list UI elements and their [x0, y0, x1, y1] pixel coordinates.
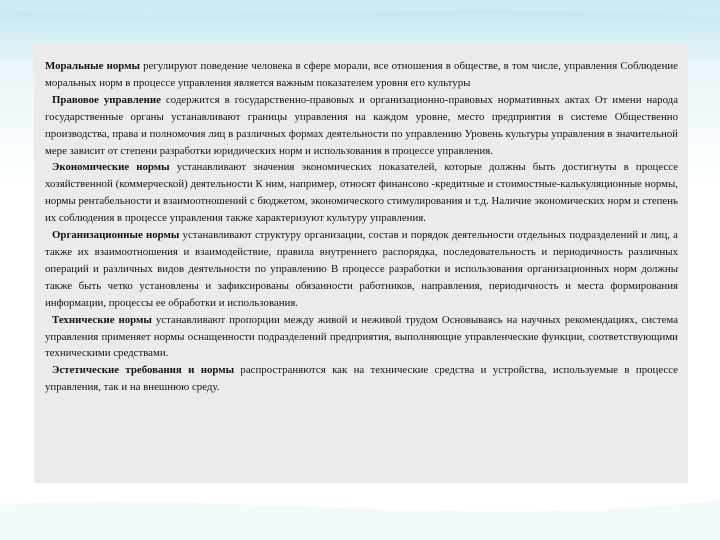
paragraph-legal-management: [45, 92, 678, 160]
paragraph-aesthetic-norms: [45, 362, 678, 396]
term-moral-norms: Моральные нормы: [45, 60, 140, 72]
paragraph-economic-norms: [45, 159, 678, 227]
text-panel: [34, 43, 688, 483]
text-technical-norms: устанавливают пропорции между живой и неживой трудом Основываясь на научных рекомендациях, система управления применяет нормы оснащенности подразделений предприятия, выполняющие управленческие функции, соответствующими техническими средствами.: [45, 313, 678, 360]
text-economic-norms: устанавливают значения экономических показателей, которые должны быть достигнуты в процессе хозяйственной (коммерческой) деятельности К ним, например, относят финансово -кредитные и стоимостные-калькуляционные нормы, нормы рентабельности и взаимоотношений с бюджетом, экономического стимулирования и т.д. Наличие экономических норм и степень их соблюдения в процессе управления также характеризуют культуру управления.: [45, 161, 679, 225]
term-technical-norms: Технические нормы: [52, 313, 152, 326]
term-legal-management: Правовое управление: [52, 93, 161, 106]
paragraph-organizational-norms: [45, 227, 678, 312]
paragraph-technical-norms: [45, 312, 678, 363]
paragraph-moral-norms: [45, 58, 678, 92]
term-economic-norms: Экономические нормы: [52, 161, 170, 174]
text-moral-norms: регулируют поведение человека в сфере морали, все отношения в обществе, в том числе, управления Соблюдение моральных норм в процессе управления является важным показателем уровня его культуры: [45, 60, 678, 89]
text-aesthetic-norms: распространяются как на технические средства и устройства, используемые в процессе управления, так и на внешнюю среду.: [45, 364, 678, 394]
text-organizational-norms: устанавливают структуру организации, состав и порядок деятельности отдельных подразделений и лиц, а также их взаимоотношения и взаимодействие, правила внутреннего распорядка, последовательность и периодичность различных операций и различных видов деятельности по управлению В процессе разработки и использования организационных норм должны также быть четко установлены и зафиксированы обязанности работников, направления, периодичность и места формирования информации, процессы ее обработки и использования.: [45, 229, 678, 309]
term-organizational-norms: Организационные нормы: [52, 229, 180, 242]
term-aesthetic-norms: Эстетические требования и нормы: [52, 364, 235, 377]
text-legal-management: содержится в государственно-правовых и организационно-правовых нормативных актах От имени народа государственные органы устанавливают границы управления на каждом уровне, место предприятия в системе Общественно производства, права и полномочия лиц в различных формах деятельности по управлению Уровень культуры управления в значительной мере зависит от степени разработки юридических норм и использования в процессе управления.: [45, 93, 679, 157]
